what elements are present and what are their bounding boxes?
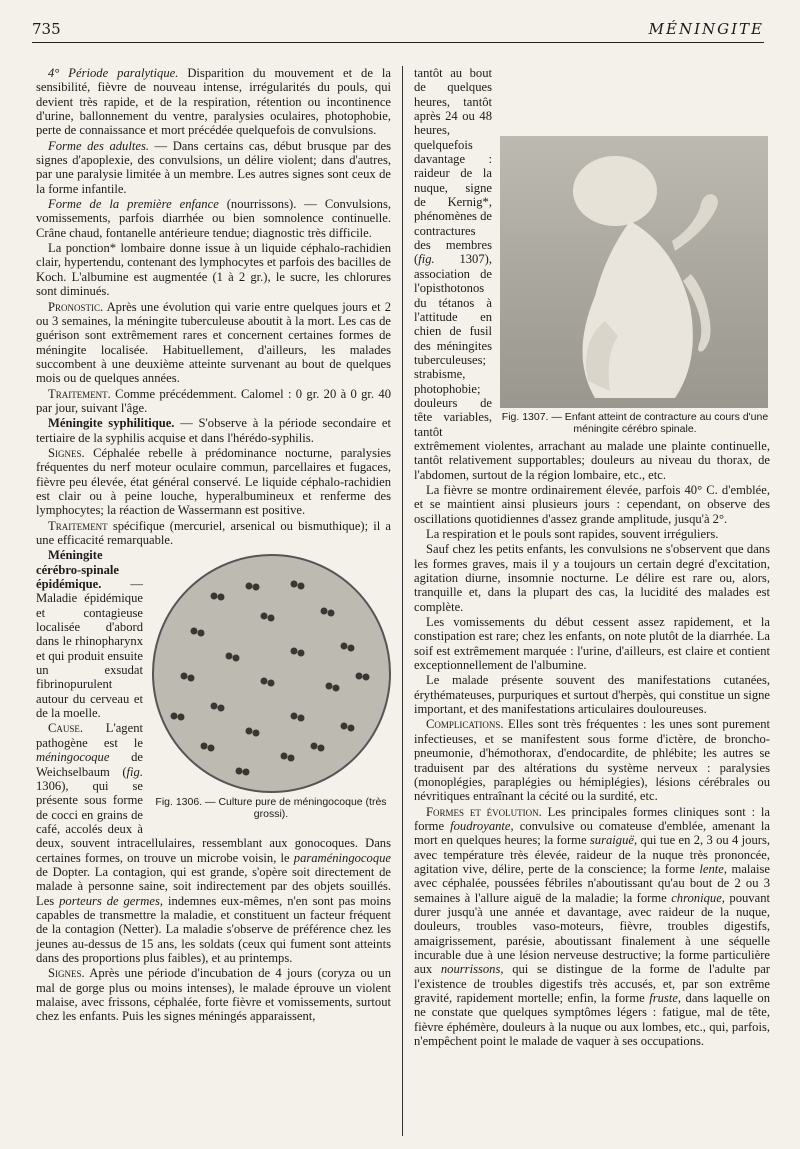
child-contracture-photo — [500, 136, 768, 408]
right-column — [414, 66, 770, 1049]
paragraph-signes-syph: Signes. Céphalée rebelle à prédominance nocturne, paralysies fréquentes du nerf moteur oculaire commun, parcellaires et fugaces, fièvre peu élevée, état général conservé. Le liquide céphalo-rachidien est clair ou à peine louche, hyperalbumineux et renferme des lymphocytes; la réaction de Wassermann est positive. — [36, 445, 391, 518]
paragraph-forme-adultes: Forme des adultes. — Dans certains cas, début brusque par des signes d'apoplexie, des convulsions, un délire violent; dans d'autres, par une paralysie limitée à un membre. Les autres signes sont ceux de la forme infantile. — [36, 138, 391, 196]
paragraph-ponction: La ponction* lombaire donne issue à un liquide céphalo-rachidien clair, hypertendu, contenant des lymphocytes et parfois des bacilles de Koch. L'albumine est augmentée (1 à 2 gr.), le sucre, les chlorures sont diminués. — [36, 241, 391, 299]
paragraph-cause: Cause. L'agent pathogène est le méningocoque de Weichselbaum (fig. 1306), qui se présente sous forme de cocci en grains de café, accolés deux à deux, souvent intracellulaires, ressemblant aux gonocoques. Dans certaines formes, on trouve un microbe voisin, le paraméningocoque de Dopter. La contagion, qui est grande, s'opère soit directement de malade à personne saine, soit indirectement par des objets souillés. Les porteurs de germes, indemnes eux-mêmes, n'en sont pas moins capables de transmettre la maladie, et constituent un facteur fréquent de la contagion (Netter). La maladie s'observe de préférence chez les jeunes au-dessus de 15 ans, les soldats (ceux qui fument sont atteints dans des proportions plus faibles), et au printemps. — [36, 721, 391, 965]
header-rule — [32, 42, 764, 43]
left-column — [36, 66, 391, 1025]
figure-1306-caption: Fig. 1306. — Culture pure de méningocoque (très grossi). — [155, 796, 387, 821]
paragraph-fievre: La fièvre se montre ordinairement élevée, parfois 40° C. d'emblée, et se maintient ainsi plusieurs jours : cependant, on observe des oscillations quotidiennes d'assez grande amplitude, jusqu'à 2°. — [414, 482, 770, 526]
paragraph-periode-paralytique: 4° Période paralytique. Disparition du mouvement et de la sensibilité, fièvre de nouveau intense, irrégularités du pouls, qui devient très rapide, et de la respiration, rétention ou incontinence d'urine, ballonnement du ventre, paralysies oculaires, photophobie, perte de connaissance et mort précédée quelquefois de convulsions. — [36, 66, 391, 138]
paragraph-premiere-enfance: Forme de la première enfance (nourrissons). — Convulsions, vomissements, parfois diarrhée ou bien somnolence continuelle. Crâne chaud, fontanelle antérieure tendue; diagnostic très difficile. — [36, 197, 391, 240]
paragraph-formes-evolution: Formes et évolution. Les principales formes cliniques sont : la forme foudroyante, convulsive ou comateuse d'emblée, amenant la mort en quelques heures; la forme suraiguë, qui tue en 2, 3 ou 4 jours, avec température très élevée, raideur de la nuque très prononcée, agitation vive, délire, perte de la conscience; la forme lente, malaise avec céphalée, poussées fébriles n'aboutissant qu'au bout de 2 ou 3 semaines à l'allure aiguë de la maladie; la forme chronique, pouvant durer jusqu'à une année et davantage, avec raideur de la nuque, douleurs, troubles vaso-moteurs, fièvre, troubles digestifs, amaigrissement, parésie, aboutissant finalement à une séquelle incurable due à une lésion nerveuse destructive; la forme particulière aux nourrissons, qui se distingue de la forme de l'adulte par l'existence de troubles digestifs très accusés, et, par son extrême gravité, rapidement mortelle; enfin, la forme fruste, dans laquelle on ne constate que quelques symptômes légers : fatigue, mal de tête, fièvre éphémère, douleurs à la nuque ou aux lombes, etc., qui, parfois, n'empêchent point le malade de vaquer à ses occupations. — [414, 804, 771, 1049]
figure-1307-caption: Fig. 1307. — Enfant atteint de contracture au cours d'une méningite cérébro spinale. — [501, 411, 769, 435]
paragraph-traitement-spec: Traitement spécifique (mercuriel, arsenical ou bismuthique); il a une efficacité remarquable. — [36, 518, 391, 547]
paragraph-manifestations: Le malade présente souvent des manifestations cutanées, érythémateuses, purpuriques et surtout d'herpès, qui constitue un signe important, et des manifestations articulaires douloureuses. — [414, 673, 770, 717]
page-number: 735 — [32, 20, 61, 38]
column-divider — [402, 66, 403, 1136]
paragraph-signes-suite: tantôt au bout de quelques heures, tantôt après 24 ou 48 heures, quelquefois davantage : raideur de la nuque, signe de Kernig*, phénomènes de contractures des membres (fig. 1307), association de l'opisthotonos du tétanos à l'attitude en chien de fusil des méningites tuberculeuses; strabisme, photophobie; douleurs de tête variables, tantôt extrêmement violentes, arrachant au malade une plainte continuelle, tantôt relativement supportables; douleurs au niveau du thorax, de l'abdomen, surtout de la région lombaire, etc., etc. — [414, 66, 770, 482]
figure-1306 — [151, 554, 391, 820]
paragraph-pronostic: Pronostic. Après une évolution qui varie entre quelques jours et 2 ou 3 semaines, la méningite tuberculeuse aboutit à la mort. Les cas de guérison sont extrêmement rares et concernent certaines formes de méningite localisée. Habituellement, d'ailleurs, les malades succombent à une deuxième atteinte survenant au bout de quelques mois ou de quelques années. — [36, 299, 391, 386]
paragraph-syphilitique: Méningite syphilitique. — S'observe à la période secondaire et tertiaire de la syphilis acquise et dans l'hérédo-syphilis. — [36, 416, 391, 445]
paragraph-respiration: La respiration et le pouls sont rapides, souvent irréguliers. — [426, 527, 719, 541]
paragraph-signes-meningite: Signes. Après une période d'incubation de 4 jours (coryza ou un mal de gorge plus ou moins intenses), le malade éprouve un violent malaise, avec frissons, céphalée, forte fièvre et vomissements, surtout chez les enfants. Puis les signes méningés apparaissent, — [36, 966, 391, 1024]
paragraph-convulsions: Sauf chez les petits enfants, les convulsions ne s'observent que dans les formes graves, mais il y a toujours un certain degré d'excitation, agitation diurne, insomnie nocturne. Le délire est rare ou, alors, tranquille et, dans la plupart des cas, la lucidité des malades est complète. — [414, 542, 770, 614]
paragraph-cerebro-spinale: Méningite cérébro-spinale épidémique. — Maladie épidémique et contagieuse localisée d'abord dans le rhinopharynx et qui produit ensuite un exsudat fibrinopurulent autour du cerveau et de la moelle. — [36, 548, 143, 721]
paragraph-vomissements: Les vomissements du début cessent assez rapidement, et la constipation est rare; chez les enfants, on note plutôt de la diarrhée. La soif est extrêmement marquée : l'urine, d'ailleurs, est claire et contient exceptionnellement de l'albumine. — [414, 615, 770, 673]
meningococcus-micrograph — [152, 554, 391, 793]
page-header — [32, 18, 764, 40]
paragraph-complications: Complications. Elles sont très fréquentes : les unes sont purement infectieuses, et se manifestent sous forme d'ictère, de broncho-pneumonie, d'hémothorax, d'endocardite, de phlébite; les autres se traduisent par des altérations du système nerveux : paralysies (monoplégies, paraplégies ou hémiplégies), lésions cérébrales ou névritiques entraînant la cécité ou la surdité, etc. — [414, 717, 770, 804]
figure-1307 — [500, 136, 770, 435]
running-title: MÉNINGITE — [648, 20, 764, 38]
paragraph-traitement: Traitement. Comme précédemment. Calomel : 0 gr. 20 à 0 gr. 40 par jour, suivant l'âge. — [36, 386, 391, 415]
